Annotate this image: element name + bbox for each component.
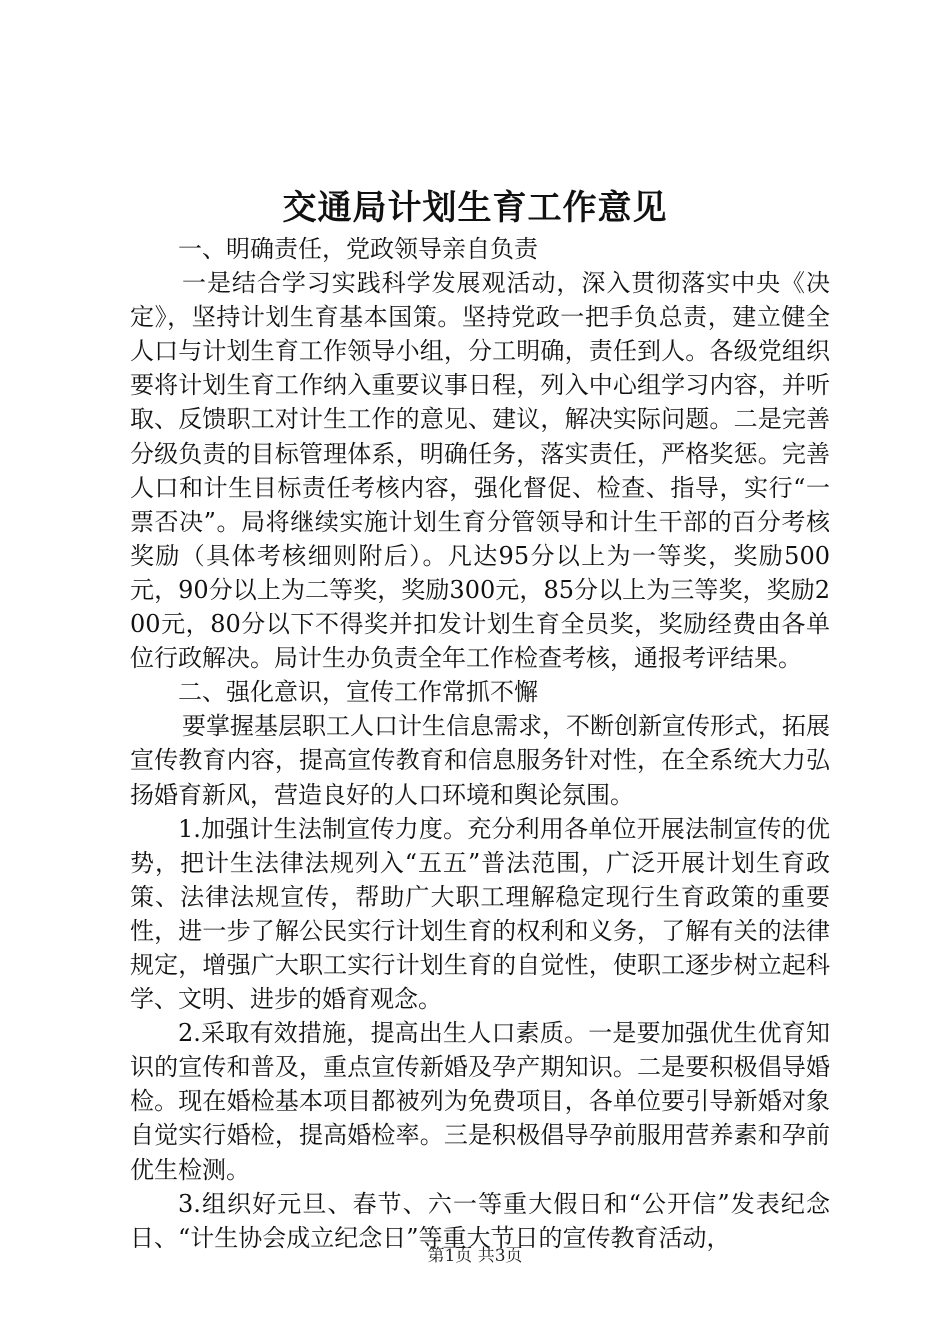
- paragraph-responsibility: 一是结合学习实践科学发展观活动，深入贯彻落实中央《决定》，坚持计划生育基本国策。坚持党政一把手负总责，建立健全人口与计划生育工作领导小组，分工明确，责任到人。各级党组织要将计划生育工作纳入重要议事日程，列入中心组学习内容，并听取、反馈职工对计生工作的意见、建议，解决实际问题。二是完善分级负责的目标管理体系，明确任务，落实责任，严格奖惩。完善人口和计生目标责任考核内容，强化督促、检查、指导，实行“一票否决”。局将继续实施计划生育分管领导和计生干部的百分考核奖励（具体考核细则附后）。凡达95分以上为一等奖，奖励500元，90分以上为二等奖，奖励300元，85分以上为三等奖，奖励200元，80分以下不得奖并扣发计划生育全员奖，奖励经费由各单位行政解决。局计生办负责全年工作检查考核，通报考评结果。: [130, 269, 830, 673]
- paragraph-item-3: 3.组织好元旦、春节、六一等重大假日和“公开信”发表纪念日、“计生协会成立纪念日”等重大节日的宣传教育活动，: [130, 1189, 830, 1252]
- page-number-footer: 第1页 共3页: [427, 1246, 523, 1266]
- document-body: [130, 232, 830, 1255]
- document-title: 交通局计划生育工作意见: [282, 188, 668, 228]
- paragraph-publicity-intro: 要掌握基层职工人口计生信息需求，不断创新宣传形式，拓展宣传教育内容，提高宣传教育和信息服务针对性，在全系统大力弘扬婚育新风，营造良好的人口环境和舆论氛围。: [130, 712, 830, 809]
- paragraph-item-2: 2.采取有效措施，提高出生人口素质。一是要加强优生优育知识的宣传和普及，重点宣传新婚及孕产期知识。二是要积极倡导婚检。现在婚检基本项目都被列为免费项目，各单位要引导新婚对象自觉实行婚检，提高婚检率。三是积极倡导孕前服用营养素和孕前优生检测。: [130, 1019, 830, 1184]
- paragraph-item-1: 1.加强计生法制宣传力度。充分利用各单位开展法制宣传的优势，把计生法律法规列入“五五”普法范围，广泛开展计划生育政策、法律法规宣传，帮助广大职工理解稳定现行生育政策的重要性，进一步了解公民实行计划生育的权利和义务，了解有关的法律规定，增强广大职工实行计划生育的自觉性，使职工逐步树立起科学、文明、进步的婚育观念。: [130, 814, 830, 1014]
- section-heading-1: 一、明确责任，党政领导亲自负责: [178, 235, 538, 263]
- section-heading-2: 二、强化意识，宣传工作常抓不懈: [178, 678, 538, 707]
